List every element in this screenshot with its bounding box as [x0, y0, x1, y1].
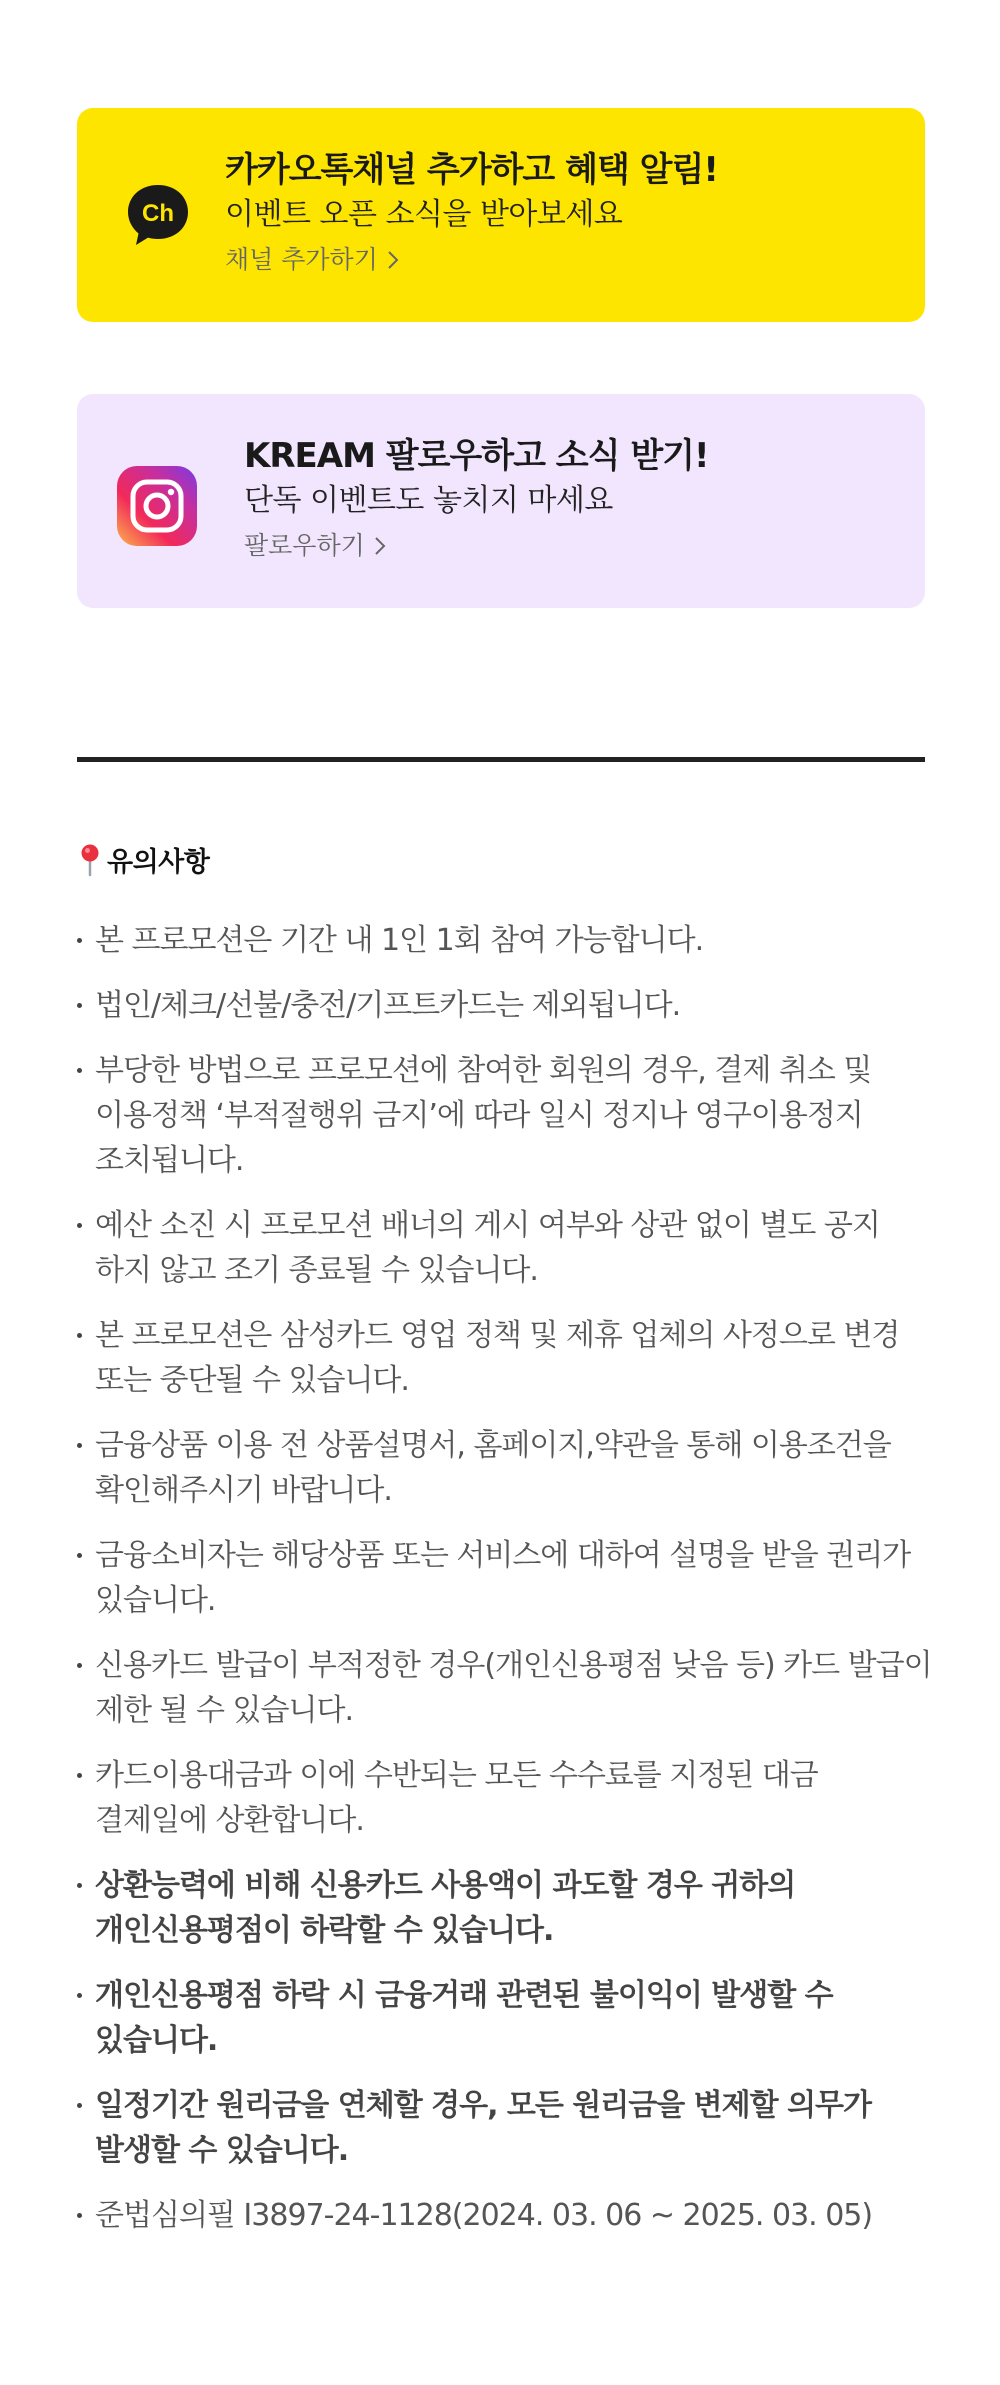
instagram-card-title: KREAM 팔로우하고 소식 받기!: [244, 436, 709, 476]
add-channel-link-label: 채널 추가하기: [225, 245, 378, 274]
notice-item: 일정기간 원리금을 연체할 경우, 모든 원리금을 변제할 의무가 발생할 수 있습니다.: [77, 2083, 937, 2173]
notice-item: 본 프로모션은 삼성카드 영업 정책 및 제휴 업체의 사정으로 변경 또는 중단될 수 있습니다.: [77, 1313, 937, 1403]
notice-item: 금융소비자는 해당상품 또는 서비스에 대하여 설명을 받을 권리가 있습니다.: [77, 1533, 937, 1623]
follow-link[interactable]: [244, 528, 387, 564]
notice-title: 유의사항: [107, 847, 210, 878]
notice-item: 본 프로모션은 기간 내 1인 1회 참여 가능합니다.: [77, 918, 937, 963]
notice-item: 법인/체크/선불/충전/기프트카드는 제외됩니다.: [77, 983, 937, 1028]
kakao-card-subtitle: 이벤트 오픈 소식을 받아보세요: [225, 197, 623, 232]
notice-item: 준법심의필 I3897-24-1128(2024. 03. 06 ~ 2025. 03. 05): [77, 2193, 937, 2238]
svg-text:Ch: Ch: [142, 200, 174, 227]
chevron-right-icon: [386, 249, 400, 271]
notice-item: 카드이용대금과 이에 수반되는 모든 수수료를 지정된 대금 결제일에 상환합니다.: [77, 1753, 937, 1843]
kakao-card-title: 카카오톡채널 추가하고 혜택 알림!: [225, 150, 718, 190]
instagram-card-subtitle: 단독 이벤트도 놓치지 마세요: [244, 483, 613, 518]
notice-item: 금융상품 이용 전 상품설명서, 홈페이지,약관을 통해 이용조건을 확인해주시기 바랍니다.: [77, 1423, 937, 1513]
kakao-channel-icon: [124, 181, 192, 249]
chevron-right-icon: [373, 535, 387, 557]
notice-header: [77, 840, 209, 879]
notice-item: 상환능력에 비해 신용카드 사용액이 과도할 경우 귀하의 개인신용평점이 하락할 수 있습니다.: [77, 1863, 937, 1953]
instagram-icon: [115, 464, 199, 548]
kakao-card-text: [225, 148, 718, 278]
notice-item: 신용카드 발급이 부적정한 경우(개인신용평점 낮음 등) 카드 발급이 제한 될 수 있습니다.: [77, 1643, 937, 1733]
add-channel-link[interactable]: [225, 242, 400, 278]
kakao-channel-card[interactable]: [77, 108, 925, 322]
notice-item: 부당한 방법으로 프로모션에 참여한 회원의 경우, 결제 취소 및 이용정책 ‘부적절행위 금지’에 따라 일시 정지나 영구이용정지 조치됩니다.: [77, 1048, 937, 1183]
instagram-card-text: [244, 434, 709, 564]
section-divider: [77, 757, 925, 762]
pin-icon: [77, 843, 103, 877]
instagram-follow-card[interactable]: [77, 394, 925, 608]
notice-item: 예산 소진 시 프로모션 배너의 게시 여부와 상관 없이 별도 공지 하지 않고 조기 종료될 수 있습니다.: [77, 1203, 937, 1293]
notice-list: [77, 918, 937, 2258]
notice-item: 개인신용평점 하락 시 금융거래 관련된 불이익이 발생할 수 있습니다.: [77, 1973, 937, 2063]
follow-link-label: 팔로우하기: [244, 531, 365, 560]
